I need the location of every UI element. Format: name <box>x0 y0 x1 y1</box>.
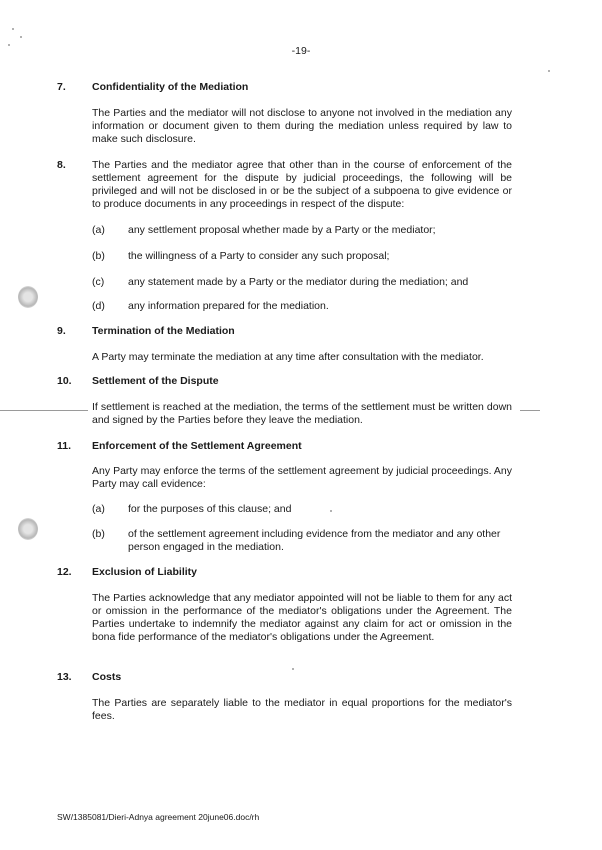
document-footer: SW/1385081/Dieri-Adnya agreement 20june06.doc/rh <box>57 812 260 822</box>
section-heading: Settlement of the Dispute <box>92 375 219 387</box>
section-heading: Termination of the Mediation <box>92 325 235 337</box>
list-item-label: (a) <box>92 503 105 515</box>
page-number: -19- <box>291 45 311 57</box>
section-body: Any Party may enforce the terms of the settlement agreement by judicial proceedings. Any Party may call evidence: <box>92 465 512 490</box>
list-item-label: (d) <box>92 300 105 312</box>
scan-line <box>0 410 88 411</box>
section-heading: Confidentiality of the Mediation <box>92 81 249 93</box>
section-number: 8. <box>57 159 66 171</box>
punch-hole-mark <box>18 286 38 308</box>
section-number: 9. <box>57 325 66 337</box>
section-body: The Parties acknowledge that any mediator appointed will not be liable to them for any act or omission in the performance of the mediator's obligations under the Agreement. The Parties undertake to indemnify the mediator against any claim for act or omission in the bona fide performance of the mediator's obligations under the Agreement. <box>92 592 512 643</box>
section-body: The Parties and the mediator will not disclose to anyone not involved in the mediation any information or document given to them during the mediation unless required by law to make such disclosure. <box>92 107 512 145</box>
list-item-label: (a) <box>92 224 105 236</box>
scan-speck <box>12 28 14 30</box>
section-body: If settlement is reached at the mediation, the terms of the settlement must be written down and signed by the Parties before they leave the mediation. <box>92 401 512 426</box>
section-body: The Parties and the mediator agree that other than in the course of enforcement of the settlement agreement for the dispute by judicial proceedings, the following will be privileged and will not be disclosed in or be the subject of a subpoena to give evidence or to produce documents in any proceedings in respect of the dispute: <box>92 159 512 210</box>
section-number: 13. <box>57 671 72 683</box>
list-item-text: for the purposes of this clause; and <box>128 503 292 515</box>
section-body: The Parties are separately liable to the mediator in equal proportions for the mediator's fees. <box>92 697 512 722</box>
list-item-text: any statement made by a Party or the mediator during the mediation; and <box>128 276 469 288</box>
list-item-text: any information prepared for the mediation. <box>128 300 329 312</box>
section-heading: Costs <box>92 671 122 683</box>
section-heading: Enforcement of the Settlement Agreement <box>92 440 302 452</box>
section-number: 12. <box>57 566 72 578</box>
section-heading: Exclusion of Liability <box>92 566 198 578</box>
list-item-text: any settlement proposal whether made by a Party or the mediator; <box>128 224 436 236</box>
scan-speck <box>292 668 294 670</box>
list-item-label: (c) <box>92 276 105 288</box>
scan-line <box>520 410 540 411</box>
list-item-label: (b) <box>92 528 105 540</box>
list-item-text: of the settlement agreement including evidence from the mediator and any other person engaged in the mediation. <box>128 528 501 553</box>
punch-hole-mark <box>18 518 38 540</box>
list-item-text: the willingness of a Party to consider any such proposal; <box>128 250 390 262</box>
section-number: 10. <box>57 375 72 387</box>
section-body: A Party may terminate the mediation at any time after consultation with the mediator. <box>92 351 484 363</box>
scan-speck <box>548 70 550 72</box>
section-number: 11. <box>57 440 72 452</box>
list-item-label: (b) <box>92 250 105 262</box>
scan-speck <box>20 36 22 38</box>
section-number: 7. <box>57 81 66 93</box>
